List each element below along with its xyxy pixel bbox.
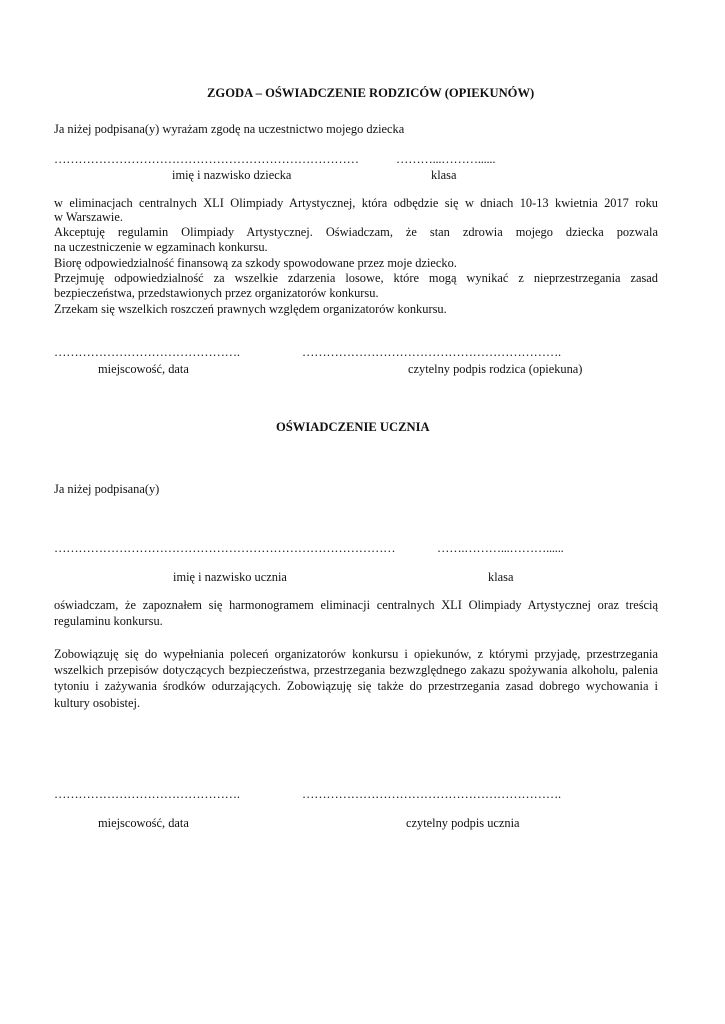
- student-name-field[interactable]: …………………………………………………………………………: [54, 541, 396, 555]
- student-place-date-field[interactable]: ……………………………………….: [54, 787, 240, 801]
- parent-para1-line2: w Warszawie.: [54, 210, 123, 224]
- parent-signature-caption: czytelny podpis rodzica (opiekuna): [408, 362, 583, 376]
- parent-intro-text: Ja niżej podpisana(y) wyrażam zgodę na uczestnictwo mojego dziecka: [54, 122, 405, 136]
- parent-para4-line2: bezpieczeństwa, przedstawionych przez organizatorów konkursu.: [54, 286, 379, 300]
- student-intro-text: Ja niżej podpisana(y): [54, 482, 160, 496]
- parent-para2-line2: na uczestniczenie w egzaminach konkursu.: [54, 240, 268, 254]
- child-class-field[interactable]: ………...………......: [396, 152, 496, 166]
- parent-consent-title: ZGODA – OŚWIADCZENIE RODZICÓW (OPIEKUNÓW): [207, 86, 535, 100]
- parent-signature-field[interactable]: ……………………………………………………….: [302, 345, 561, 359]
- student-place-date-caption: miejscowość, data: [98, 816, 189, 830]
- parent-place-date-field[interactable]: ……………………………………….: [54, 345, 240, 359]
- parent-para2-line1: Akceptuję regulamin Olimpiady Artystycznej. Oświadczam, że stan zdrowia mojego dziecka pozwala: [54, 225, 658, 239]
- student-class-caption: klasa: [488, 570, 514, 584]
- child-class-caption: klasa: [431, 168, 457, 182]
- student-para1: oświadczam, że zapoznałem się harmonogramem eliminacji centralnych XLI Olimpiady Artystycznej oraz treścią regulaminu konkursu.: [54, 598, 658, 629]
- student-name-caption: imię i nazwisko ucznia: [173, 570, 287, 584]
- parent-para4-line1: Przejmuję odpowiedzialność za wszelkie zdarzenia losowe, które mogą wynikać z nieprzestrzegania zasad: [54, 271, 658, 285]
- student-class-field[interactable]: …….………...………......: [437, 541, 564, 555]
- student-signature-caption: czytelny podpis ucznia: [406, 816, 520, 830]
- parent-place-date-caption: miejscowość, data: [98, 362, 189, 376]
- student-para2: Zobowiązuję się do wypełniania poleceń organizatorów konkursu i opiekunów, z którymi przyjadę, przestrzegania wszelkich przepisów dotyczących bezpieczeństwa, przestrzegania bezwzględnego zakazu spożywania alkoholu, palenia tytoniu i zażywania środków odurzających. Zobowiązuję się także do przestrzegania zasad dobrego wychowania i kultury osobistej.: [54, 647, 658, 710]
- student-signature-field[interactable]: ……………………………………………………….: [302, 787, 561, 801]
- parent-para1-line1: w eliminacjach centralnych XLI Olimpiady Artystycznej, która odbędzie się w dniach 10-13 kwietnia 2017 roku: [54, 196, 658, 210]
- parent-para5: Zrzekam się wszelkich roszczeń prawnych względem organizatorów konkursu.: [54, 302, 447, 316]
- child-name-field[interactable]: …………………………………………………………………: [54, 152, 359, 166]
- parent-para3: Biorę odpowiedzialność finansową za szkody spowodowane przez moje dziecko.: [54, 256, 457, 270]
- student-statement-title: OŚWIADCZENIE UCZNIA: [276, 420, 430, 434]
- child-name-caption: imię i nazwisko dziecka: [172, 168, 292, 182]
